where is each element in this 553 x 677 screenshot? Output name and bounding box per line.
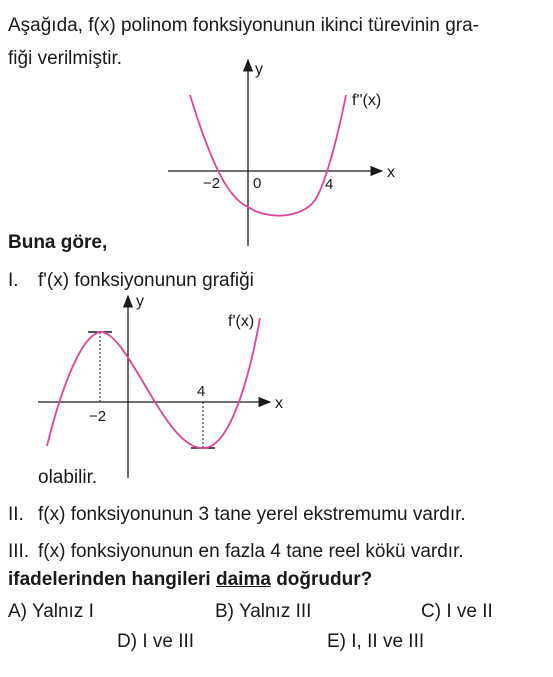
choice-c-letter: C) — [421, 601, 442, 622]
statement-3-number: III. — [8, 541, 30, 562]
choice-e-text: I, II ve III — [351, 631, 425, 652]
graph2-x-label: x — [275, 395, 283, 412]
choice-b[interactable] — [215, 601, 311, 623]
olabilir-text: olabilir. — [38, 467, 98, 488]
choice-d-text: I ve III — [142, 631, 195, 652]
choice-b-text: Yalnız III — [238, 601, 312, 622]
statement-1-number: I. — [8, 270, 19, 291]
choice-a-text: Yalnız I — [31, 601, 94, 622]
question-prompt-before: ifadelerinden hangileri — [8, 569, 216, 590]
question-prompt-after: doğrudur? — [270, 569, 373, 590]
graph1-x-label: x — [387, 164, 395, 181]
question-intro-line2: fiği verilmiştir. — [8, 48, 123, 69]
graph2-curve-label: f'(x) — [228, 313, 255, 330]
graph2-y-label: y — [136, 293, 144, 310]
statement-2-text: f(x) fonksiyonunun 3 tane yerel ekstremumu vardır. — [38, 504, 466, 525]
choice-c[interactable] — [421, 601, 493, 623]
choice-e-letter: E) — [327, 631, 346, 652]
choice-a-letter: A) — [8, 601, 27, 622]
graph2-tick-neg2: −2 — [89, 408, 107, 425]
graph1-tick-4: 4 — [325, 176, 334, 193]
graph2-first-derivative-curve — [47, 318, 260, 448]
choice-e[interactable] — [327, 631, 424, 653]
graph1-curve-label: f''(x) — [352, 92, 382, 109]
buna-gore-label: Buna göre, — [8, 232, 108, 253]
choice-c-text: I ve II — [446, 601, 493, 622]
question-prompt-emphasis: daima — [216, 569, 271, 590]
choice-d[interactable] — [117, 631, 194, 653]
choice-d-letter: D) — [117, 631, 138, 652]
choice-b-letter: B) — [215, 601, 234, 622]
choice-a[interactable] — [8, 601, 94, 623]
graph1-tick-neg2: −2 — [203, 175, 221, 192]
question-prompt — [8, 569, 372, 591]
graph2-tick-4: 4 — [197, 383, 206, 400]
statement-1-text: f'(x) fonksiyonunun grafiği — [38, 270, 254, 291]
statement-2-number: II. — [8, 504, 24, 525]
graph1-y-label: y — [255, 61, 263, 78]
question-intro-line1: Aşağıda, f(x) polinom fonksiyonunun ikinci türevinin gra- — [8, 15, 480, 36]
graph1-tick-0: 0 — [253, 175, 262, 192]
statement-3-text: f(x) fonksiyonunun en fazla 4 tane reel kökü vardır. — [38, 541, 464, 562]
